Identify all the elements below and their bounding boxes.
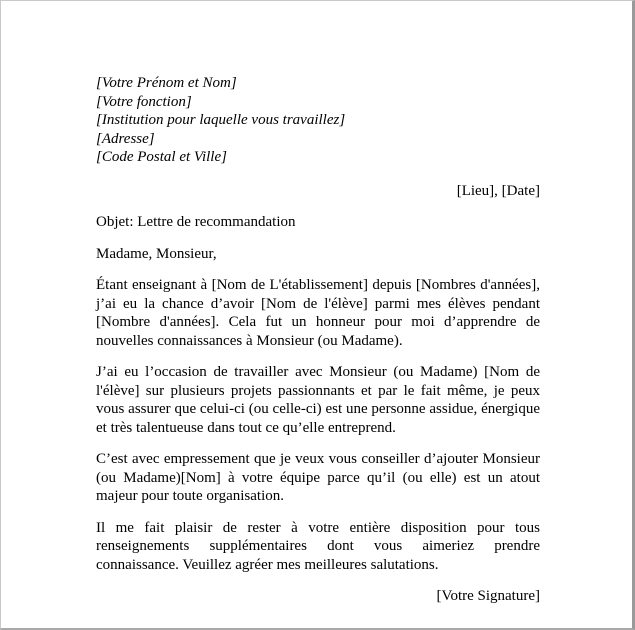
sender-postal-city: [Code Postal et Ville] <box>96 149 227 165</box>
sender-institution: [Institution pour laquelle vous travaillez] <box>96 112 346 128</box>
sender-name: [Votre Prénom et Nom] <box>96 75 237 91</box>
paragraph-introduction: Étant enseignant à [Nom de L'établissement] depuis [Nombres d'années], j’ai eu la chance d’avoir [Nom de l'élève] parmi mes élèves pendant [Nombre d'années]. Cela fut un honneur pour moi d’apprendre de nouvelles connaissances à Monsieur (ou Madame). <box>96 277 540 349</box>
sender-function: [Votre fonction] <box>96 93 192 110</box>
sender-address: [Adresse] <box>96 130 155 147</box>
place-date: [Lieu], [Date] <box>456 182 540 199</box>
signature: [Votre Signature] <box>436 588 540 604</box>
paragraph-experience: J’ai eu l’occasion de travailler avec Monsieur (ou Madame) [Nom de l'élève] sur plusieurs projets passionnants et par le fait même, je peux vous assurer que celui-ci (ou celle-ci) est une personne assidue, énergique et très talentueuse dans tout ce qu’elle entreprend. <box>96 364 540 436</box>
paragraph-recommendation: C’est avec empressement que je veux vous conseiller d’ajouter Monsieur (ou Madame)[Nom] à votre équipe parce qu’il (ou elle) est un atout majeur pour toute organisation. <box>96 451 540 504</box>
letter-subject: Objet: Lettre de recommandation <box>96 214 296 230</box>
letter-salutation: Madame, Monsieur, <box>96 245 217 262</box>
letter-body <box>96 74 540 606</box>
paragraph-closing: Il me fait plaisir de rester à votre entière disposition pour tous renseignements supplémentaires dont vous aimeriez prendre connaissance. Veuillez agréer mes meilleures salutations. <box>96 519 540 573</box>
sender-block <box>96 74 540 167</box>
